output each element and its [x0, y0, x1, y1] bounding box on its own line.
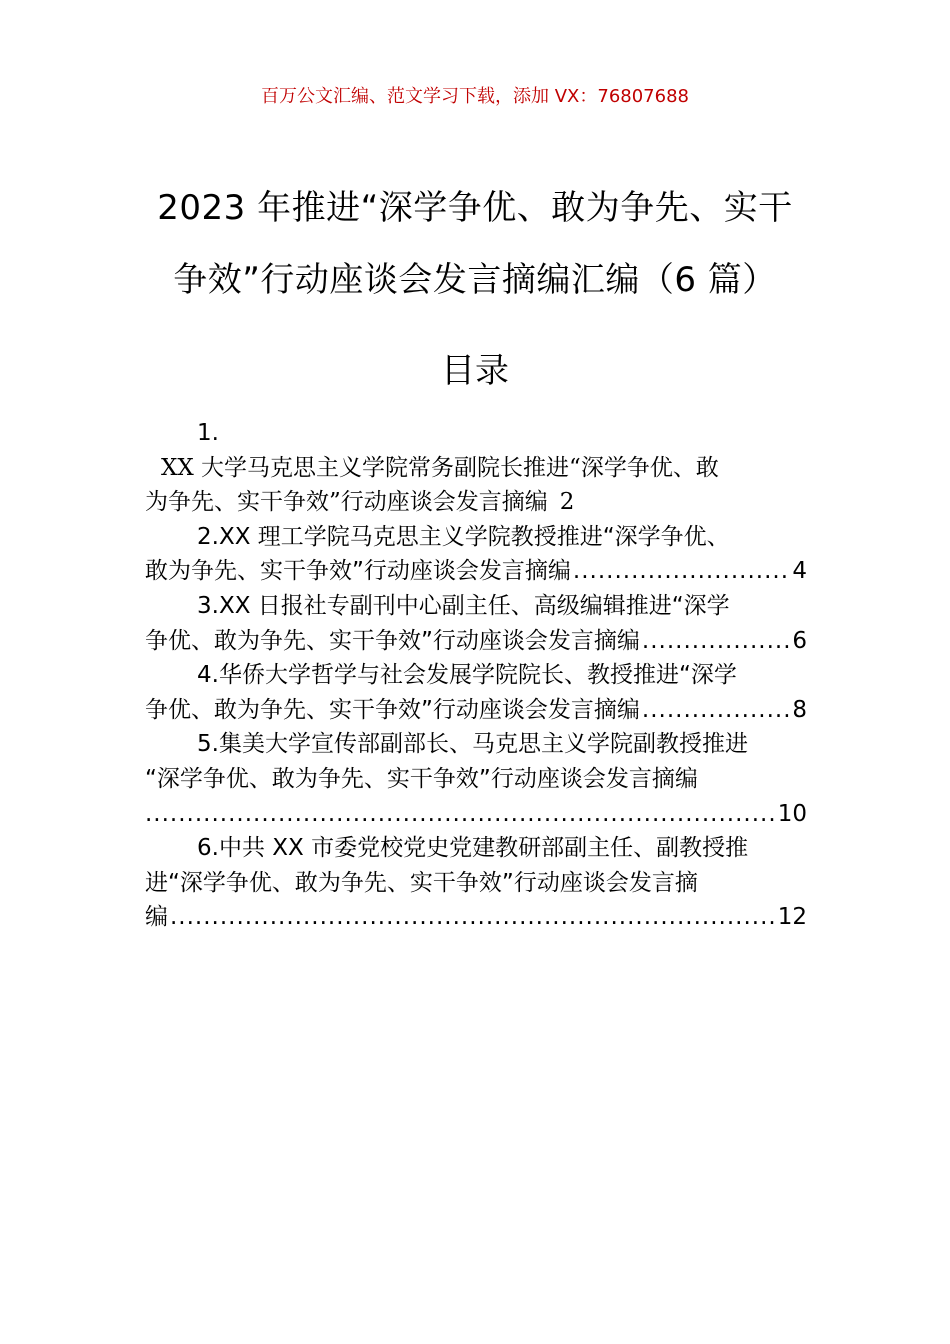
toc-dot-leader	[642, 624, 790, 659]
toc-heading: 目录	[441, 351, 509, 391]
toc-entry-text-line: 5.集美大学宣传部副部长、马克思主义学院副教授推进	[197, 731, 748, 758]
toc-entry-2[interactable]	[145, 520, 807, 589]
toc-entry-text-line: 敢为争先、实干争效”行动座谈会发言摘编	[145, 558, 571, 585]
toc-entry-page: 2	[559, 489, 575, 516]
toc-entry-page: 8	[792, 696, 807, 723]
header-note: 百万公文汇编、范文学习下载，添加 VX：76807688	[261, 86, 689, 107]
toc-entry-6[interactable]	[145, 831, 807, 935]
toc-entry-text-line: 6.中共 XX 市委党校党史党建教研部副主任、副教授推	[197, 835, 749, 862]
toc-entry-page: 10	[777, 800, 807, 827]
toc-entry-text-line: 争优、敢为争先、实干争效”行动座谈会发言摘编	[145, 696, 640, 723]
title-line-1: 2023 年推进“深学争优、敢为争先、实干	[157, 188, 793, 228]
toc-entry-3[interactable]	[145, 589, 807, 658]
toc-entry-1[interactable]	[145, 416, 807, 520]
toc-entry-text-line: 编	[145, 904, 168, 931]
toc-entry-4[interactable]	[145, 658, 807, 727]
toc-entry-page: 6	[792, 627, 807, 654]
toc-dot-leader	[642, 693, 790, 728]
toc-entry-text-line: 2.XX 理工学院马克思主义学院教授推进“深学争优、	[197, 523, 730, 550]
toc-entry-text-line: 3.XX 日报社专副刊中心副主任、高级编辑推进“深学	[197, 592, 730, 619]
toc-entry-5[interactable]	[145, 727, 807, 831]
title-line-2: 争效”行动座谈会发言摘编汇编（6 篇）	[173, 260, 777, 300]
toc-dot-leader	[145, 797, 776, 832]
toc-entry-number: 1.	[197, 420, 219, 446]
toc-dot-leader	[573, 554, 790, 589]
toc-entry-text-line: XX 大学马克思主义学院常务副院长推进“深学争优、敢	[161, 454, 719, 481]
toc-entry-page: 4	[792, 558, 807, 585]
toc-entry-text-line: 争优、敢为争先、实干争效”行动座谈会发言摘编	[145, 627, 640, 654]
document-title	[140, 172, 810, 316]
toc-entry-text-line: 进“深学争优、敢为争先、实干争效”行动座谈会发言摘	[145, 869, 698, 896]
table-of-contents	[145, 416, 807, 935]
toc-entry-page: 12	[777, 904, 807, 931]
toc-entry-text-line: “深学争优、敢为争先、实干争效”行动座谈会发言摘编	[145, 765, 698, 792]
toc-dot-leader	[170, 900, 776, 935]
toc-entry-text-line: 为争先、实干争效”行动座谈会发言摘编	[145, 489, 548, 516]
toc-entry-text-line: 4.华侨大学哲学与社会发展学院院长、教授推进“深学	[197, 662, 737, 689]
